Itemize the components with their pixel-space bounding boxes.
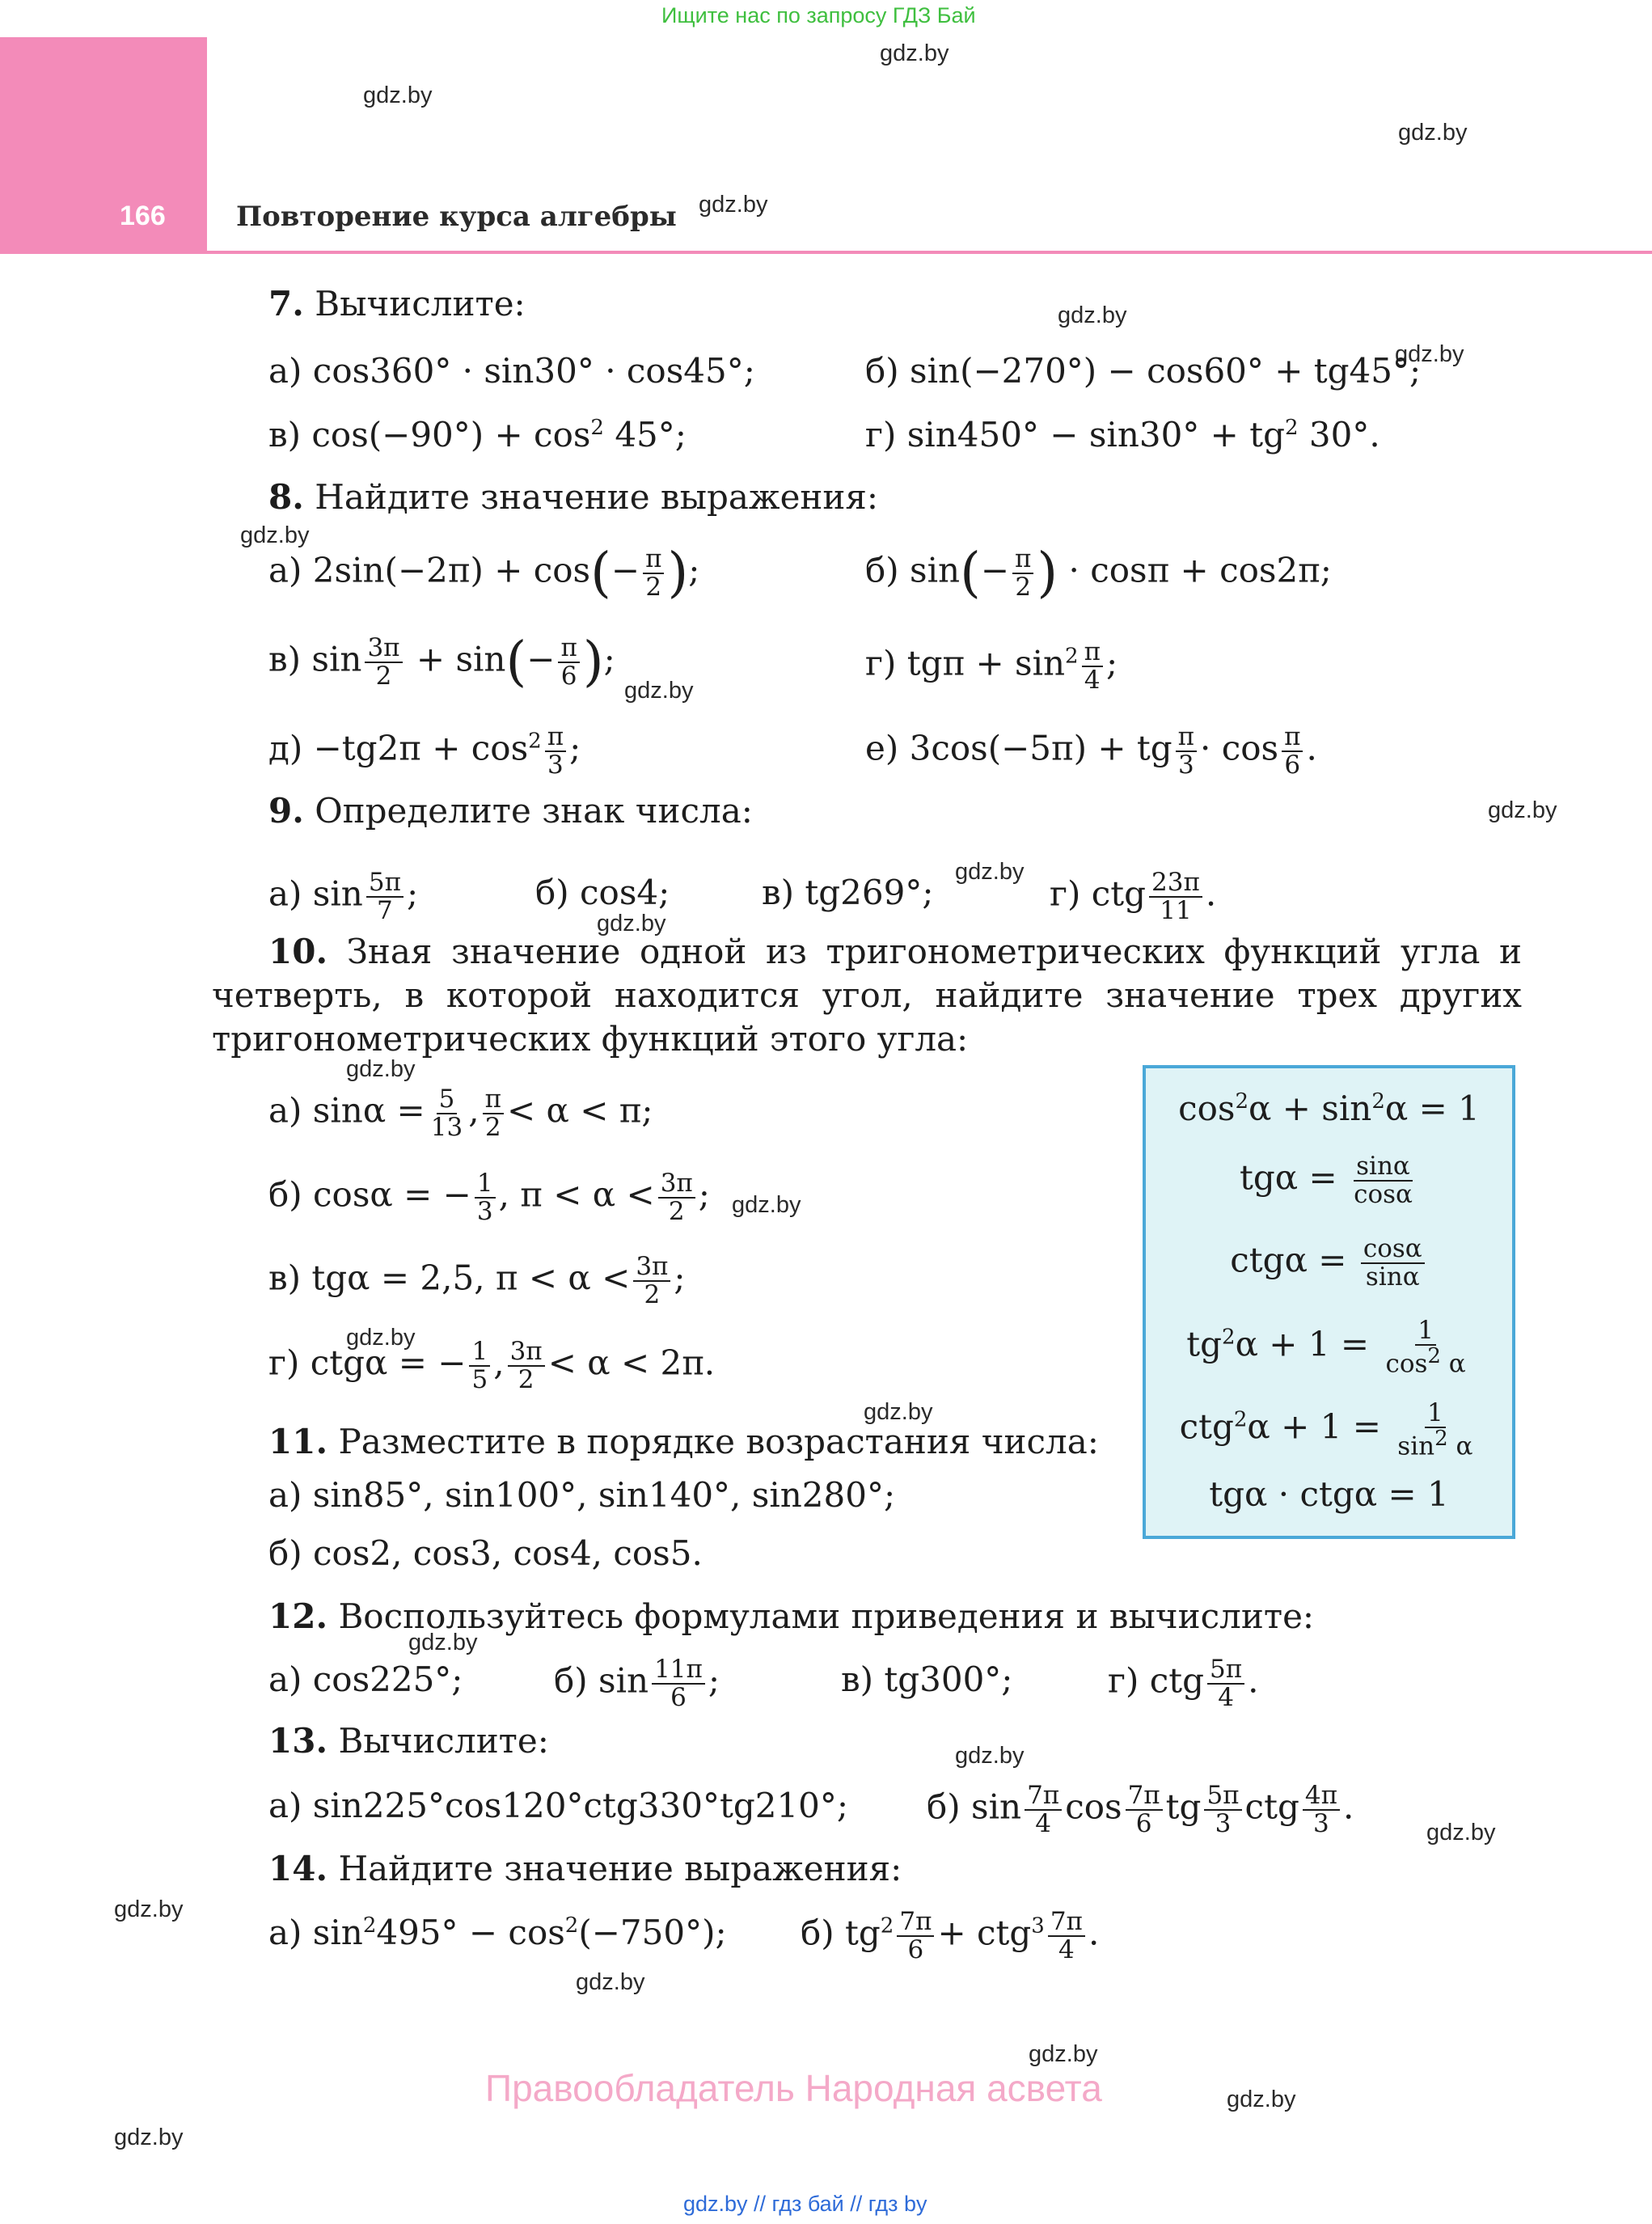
problem-8c: в) sin $\frac{3\pi}{2}$ + sin(− $\frac{\pi}{6}$ ); xyxy=(268,630,615,693)
problem-14b: б) $tg^2$ $\frac{7\pi}{6}$ + ctg$^3$ $\frac{7\pi}{4}$ . xyxy=(801,1907,1100,1964)
watermark: gdz.by xyxy=(114,1896,184,1922)
problem-9b: б) cos4; xyxy=(535,873,670,912)
watermark: gdz.by xyxy=(576,1969,645,1995)
problem-7-heading: 7. Вычислите: xyxy=(268,284,526,323)
problem-14a: а) $\sin^2495^\circ - \cos^2(-750^\circ)$; xyxy=(268,1913,727,1952)
problem-10-text: 10. Зная значение одной из тригонометрических функций угла и четверть, в которой находится угол, найдите значение трех других тригонометрических функций этого угла: xyxy=(212,932,1522,1059)
problem-12d: г) ctg $\frac{5\pi}{4}$ . xyxy=(1108,1655,1259,1712)
problem-12c: в) tg300°; xyxy=(841,1660,1013,1699)
problem-8f: е) 3cos(−5π) + tg $\frac{\pi}{3}$ · cos $\frac{\pi}{6}$ . xyxy=(865,722,1317,780)
watermark: gdz.by xyxy=(114,2125,184,2150)
problem-10b: б) cosα = − $\frac{1}{3}$ , π < α < $\frac{3\pi}{2}$ ; xyxy=(268,1169,710,1226)
formula-tangent: tgα = $\frac{\sin\alpha}{\cos\alpha}$ xyxy=(1240,1152,1413,1209)
footer-links[interactable]: gdz.by // гдз бай // гдз by xyxy=(683,2192,927,2216)
problem-12b: б) sin $\frac{11\pi}{6}$ ; xyxy=(554,1655,720,1712)
problem-11a: а) sin85°, sin100°, sin140°, sin280°; xyxy=(268,1475,896,1515)
watermark: gdz.by xyxy=(1426,1820,1496,1846)
problem-8e: $д) -tg2\pi + \cos^2$ $\frac{\pi}{3}$ ; xyxy=(268,722,581,780)
header-accent-block xyxy=(0,37,207,254)
problem-9c: в) tg269°; xyxy=(762,873,934,912)
watermark: gdz.by xyxy=(732,1192,801,1218)
watermark: gdz.by xyxy=(1398,120,1468,146)
watermark: gdz.by xyxy=(624,678,694,704)
problem-13-heading: 13. Вычислите: xyxy=(268,1721,549,1761)
problem-13b: б) sin $\frac{7\pi}{4}$ cos $\frac{7\pi}{6}$ tg $\frac{5\pi}{3}$ ctg $\frac{4\pi}{3}$ . xyxy=(927,1781,1354,1838)
watermark: gdz.by xyxy=(864,1399,933,1425)
problem-8a: а) 2sin(−2π) + cos(− $\frac{\pi}{2}$ ); xyxy=(268,541,700,604)
watermark: gdz.by xyxy=(363,82,433,108)
watermark: gdz.by xyxy=(880,40,949,66)
watermark: gdz.by xyxy=(346,1056,416,1082)
formula-product: tgα · ctgα = 1 xyxy=(1209,1474,1449,1514)
watermark: gdz.by xyxy=(955,859,1025,885)
problem-12-heading: 12. Воспользуйтесь формулами приведения и вычислите: xyxy=(268,1596,1315,1636)
problem-9-heading: 9. Определите знак числа: xyxy=(268,791,753,831)
formula-tangent-square: $tg^2\alpha + 1$ = $\frac{1}{\cos^2 \alpha}$ xyxy=(1186,1316,1466,1378)
watermark: gdz.by xyxy=(1488,797,1557,823)
problem-8d: г) $tg\pi + \sin^2$ $\frac{\pi}{4}$ ; xyxy=(865,637,1118,695)
problem-7d: г) $\sin 450^\circ - \sin 30^\circ + tg^2$ 30°. xyxy=(865,415,1380,455)
formula-box xyxy=(1143,1065,1515,1539)
watermark: gdz.by xyxy=(408,1630,478,1655)
watermark: gdz.by xyxy=(699,192,768,218)
problem-9d: г) ctg $\frac{23\pi}{11}$ . xyxy=(1050,868,1217,925)
header-rule xyxy=(207,251,1652,254)
problem-10a: а) sinα = $\frac{5}{13}$ , $\frac{\pi}{2}$ < α < π; xyxy=(268,1085,653,1142)
formula-identity: $\cos^2\alpha + \sin^2\alpha = 1$ xyxy=(1178,1089,1480,1128)
problem-11-heading: 11. Разместите в порядке возрастания числа: xyxy=(268,1422,1099,1461)
problem-13a: а) sin225°cos120°ctg330°tg210°; xyxy=(268,1786,849,1825)
problem-10d: г) ctgα = − $\frac{1}{5}$ , $\frac{3\pi}{2}$ < α < 2π. xyxy=(268,1337,716,1394)
top-banner: Ищите нас по запросу ГДЗ Бай xyxy=(661,3,976,27)
problem-7c: в) $\cos(-90^\circ) + \cos^2 45^\circ$; xyxy=(268,415,687,455)
problem-8b: б) sin(− $\frac{\pi}{2}$ ) · cosπ + cos2π; xyxy=(865,541,1332,604)
problem-9a: а) sin $\frac{5\pi}{7}$ ; xyxy=(268,868,419,925)
problem-10c: в) tgα = 2,5, π < α < $\frac{3\pi}{2}$ ; xyxy=(268,1252,686,1309)
problem-14-heading: 14. Найдите значение выражения: xyxy=(268,1849,902,1888)
problem-7b: б) sin(−270°) − cos60° + tg45°; xyxy=(865,351,1422,391)
formula-cotangent: ctgα = $\frac{\cos\alpha}{\sin\alpha}$ xyxy=(1146,1236,1512,1290)
formula-cotangent-square: ctg$^2$α + 1 = $\frac{1}{\sin^2 \alpha}$ xyxy=(1179,1398,1473,1461)
page-title: Повторение курса алгебры xyxy=(236,201,677,233)
watermark: gdz.by xyxy=(597,911,666,937)
watermark: gdz.by xyxy=(1227,2087,1296,2112)
watermark: gdz.by xyxy=(955,1743,1025,1769)
problem-7a: а) cos360° · sin30° · cos45°; xyxy=(268,351,755,391)
watermark: gdz.by xyxy=(1395,341,1464,367)
watermark: gdz.by xyxy=(1029,2041,1098,2067)
watermark: gdz.by xyxy=(240,522,310,548)
copyright-notice: Правообладатель Народная асвета xyxy=(485,2067,1102,2109)
watermark: gdz.by xyxy=(346,1325,416,1351)
watermark: gdz.by xyxy=(1058,302,1127,328)
problem-8-heading: 8. Найдите значение выражения: xyxy=(268,477,879,517)
page-number: 166 xyxy=(120,201,166,231)
problem-12a: а) cos225°; xyxy=(268,1660,463,1699)
problem-11b: б) cos2, cos3, cos4, cos5. xyxy=(268,1533,703,1573)
